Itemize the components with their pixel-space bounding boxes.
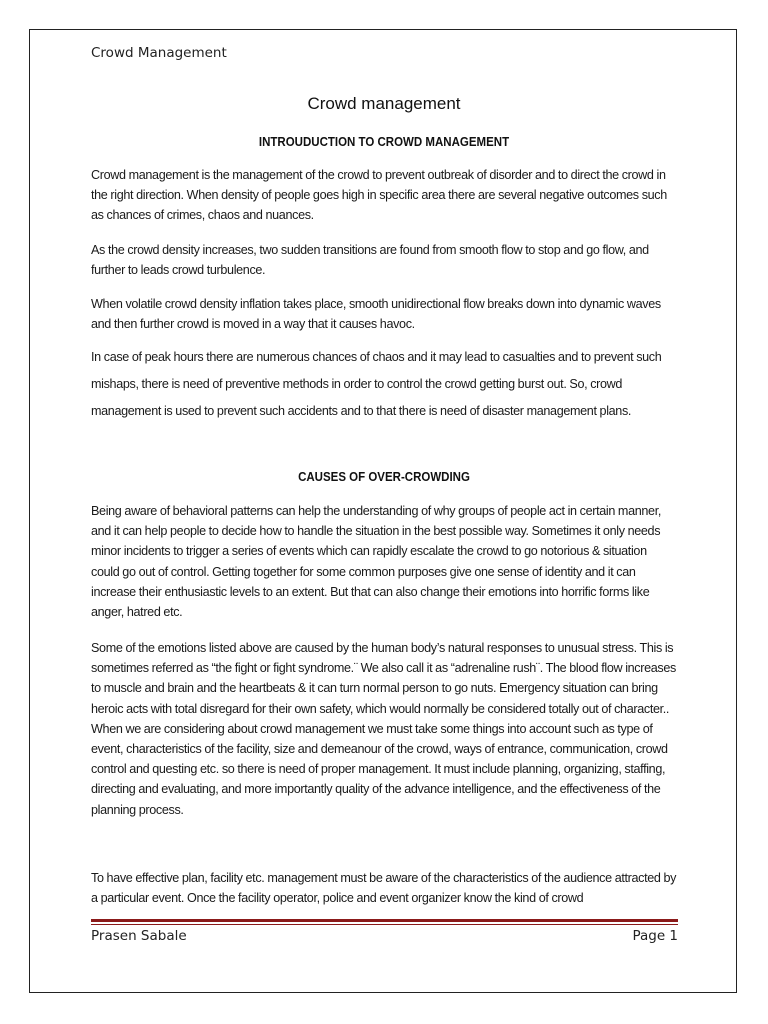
footer-author: Prasen Sabale xyxy=(91,928,187,944)
page-number: Page 1 xyxy=(632,928,678,944)
section-heading-causes: CAUSES OF OVER-CROWDING xyxy=(298,470,470,484)
paragraph: Being aware of behavioral patterns can help the understanding of why groups of people act in certain manner, and it can help people to decide how to handle the situation in the best possible way. Sometimes it only needs minor incidents to trigger a series of events which can rapidly escalate the crowd to go notorious & situation could go out of control. Getting together for some common purposes give one sense of identity and it can increase their enthusiastic levels to an extent. But that can also change their emotions into horrific forms like anger, hatred etc. xyxy=(91,504,661,620)
paragraph: When volatile crowd density inflation takes place, smooth unidirectional flow breaks down into dynamic waves and then further crowd is moved in a way that it causes havoc. xyxy=(91,297,661,332)
section-heading-introduction: INTROUDUCTION TO CROWD MANAGEMENT xyxy=(258,135,510,149)
paragraph: In case of peak hours there are numerous chances of chaos and it may lead to casualties and to prevent such mishaps, there is need of preventive methods in order to control the crowd getting burst out. So, crowd management is used to prevent such accidents and to that there is need of disaster management plans. xyxy=(91,350,662,418)
running-header: Crowd Management xyxy=(91,45,227,61)
paragraph: To have effective plan, facility etc. management must be aware of the characteristics of the audience attracted by a particular event. Once the facility operator, police and event organizer know the kind of crowd xyxy=(91,871,677,906)
paragraph: Some of the emotions listed above are caused by the human body’s natural responses to unusual stress. This is sometimes referred as “the fight or fight syndrome.¨ We also call it as “adrenaline rush¨. The blood flow increases to muscle and brain and the heartbeats & it can turn normal person to go nuts. Emergency situation can bring heroic acts with total disregard for their own safety, which would normally be considered totally out of character.. When we are considering about crowd management we must take some things into account such as type of event, characteristics of the facility, size and demeanour of the crowd, ways of entrance, communication, crowd control and questing etc. so there is need of proper management. It must include planning, organizing, staffing, directing and evaluating, and more importantly quality of the advance intelligence, and the effectiveness of the planning process. xyxy=(91,641,676,817)
footer-rule-thin xyxy=(91,924,678,925)
footer-rule xyxy=(91,919,678,922)
paragraph: As the crowd density increases, two sudden transitions are found from smooth flow to stop and go flow, and further to leads crowd turbulence. xyxy=(91,243,649,278)
paragraph: Crowd management is the management of the crowd to prevent outbreak of disorder and to direct the crowd in the right direction. When density of people goes high in specific area there are several negative outcomes such as chances of crimes, chaos and nuances. xyxy=(91,168,667,223)
document-title: Crowd management xyxy=(307,94,461,113)
